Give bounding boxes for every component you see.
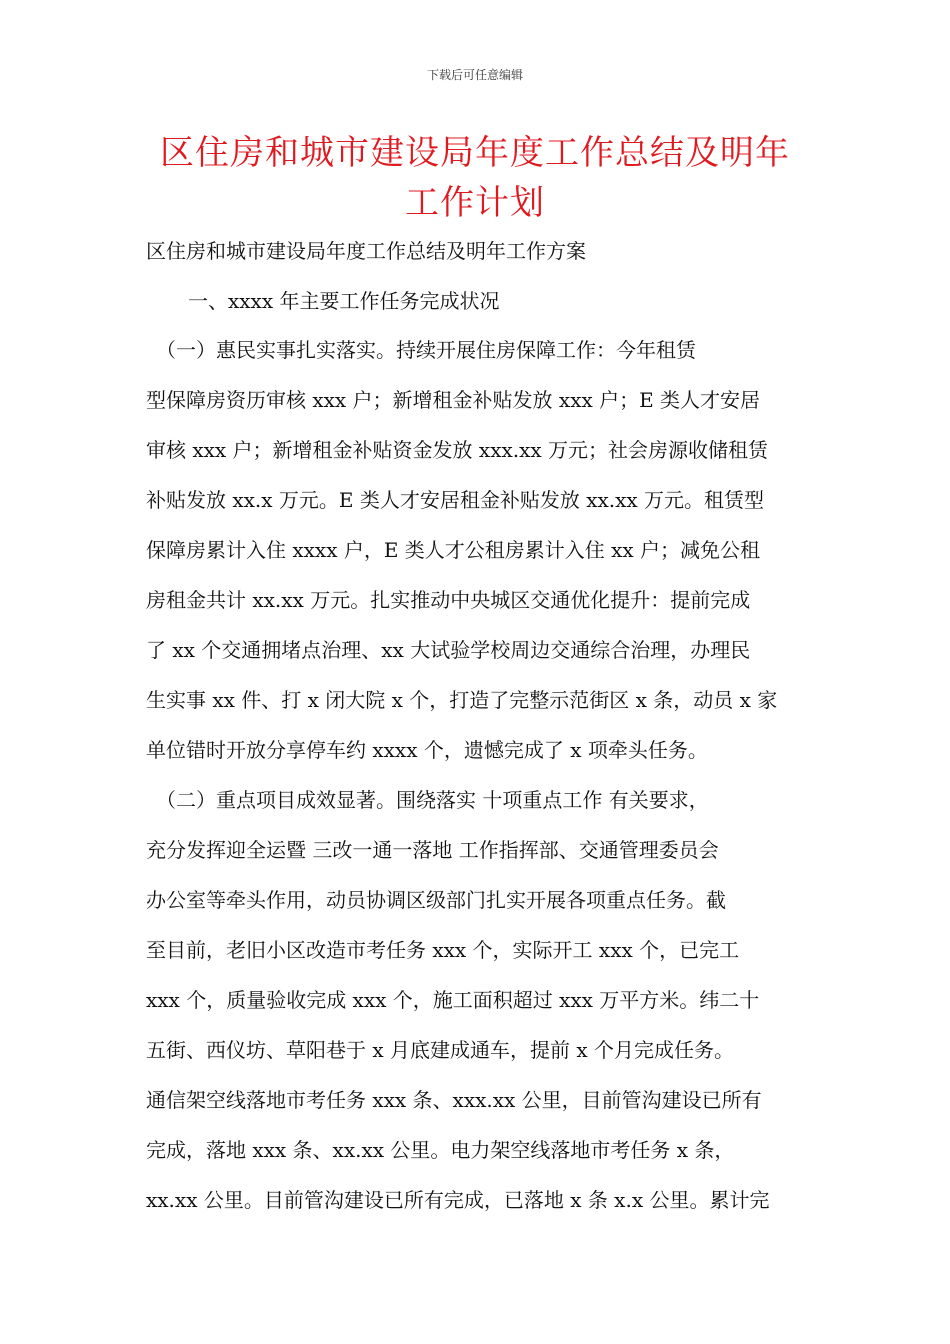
title-line: 工作计划 <box>405 183 545 223</box>
text-line: 五街、西仪坊、草阳巷于 x 月底建成通车，提前 x 个月完成任务。 <box>146 1038 734 1062</box>
text-line: 补贴发放 xx.x 万元。E 类人才安居租金补贴发放 xx.xx 万元。租赁型 <box>146 488 765 512</box>
text-line: （二）重点项目成效显著。围绕落实 十项重点工作 有关要求， <box>146 788 709 812</box>
document-title <box>120 128 830 228</box>
text-line: 房租金共计 xx.xx 万元。扎实推动中央城区交通优化提升：提前完成 <box>146 588 751 612</box>
text-line: 审核 xxx 户；新增租金补贴资金发放 xxx.xx 万元；社会房源收储租赁 <box>146 438 769 462</box>
text-line: 办公室等牵头作用，动员协调区级部门扎实开展各项重点任务。截 <box>146 888 726 912</box>
text-line: （一）惠民实事扎实落实。持续开展住房保障工作：今年租赁 <box>146 338 696 362</box>
text-line: xxx 个，质量验收完成 xxx 个，施工面积超过 xxx 万平方米。纬二十 <box>146 988 760 1012</box>
text-line: 至目前，老旧小区改造市考任务 xxx 个，实际开工 xxx 个，已完工 <box>146 938 740 962</box>
text-line: 保障房累计入住 xxxx 户，E 类人才公租房累计入住 xx 户；减免公租 <box>146 538 761 562</box>
document-subtitle: 区住房和城市建设局年度工作总结及明年工作方案 <box>146 239 586 263</box>
text-line: 充分发挥迎全运暨 三改一通一落地 工作指挥部、交通管理委员会 <box>146 838 719 862</box>
text-line: 单位错时开放分享停车约 xxxx 个，遗憾完成了 x 项牵头任务。 <box>146 738 708 762</box>
header-note: 下载后可任意编辑 <box>426 68 523 82</box>
paragraph-1 <box>146 325 810 775</box>
section-heading: 一、xxxx 年主要工作任务完成状况 <box>188 289 500 313</box>
text-line: 完成，落地 xxx 条、xx.xx 公里。电力架空线落地市考任务 x 条， <box>146 1138 735 1162</box>
text-line: 了 xx 个交通拥堵点治理、xx 大试验学校周边交通综合治理，办理民 <box>146 638 751 662</box>
paragraph-2 <box>146 775 810 1225</box>
text-line: 通信架空线落地市考任务 xxx 条、xxx.xx 公里，目前管沟建设已所有 <box>146 1088 762 1112</box>
text-line: xx.xx 公里。目前管沟建设已所有完成，已落地 x 条 x.x 公里。累计完 <box>146 1188 770 1212</box>
title-line: 区住房和城市建设局年度工作总结及明年 <box>160 133 790 173</box>
text-line: 型保障房资历审核 xxx 户；新增租金补贴发放 xxx 户；E 类人才安居 <box>146 388 761 412</box>
text-line: 生实事 xx 件、打 x 闭大院 x 个，打造了完整示范街区 x 条，动员 x 家 <box>146 688 778 712</box>
